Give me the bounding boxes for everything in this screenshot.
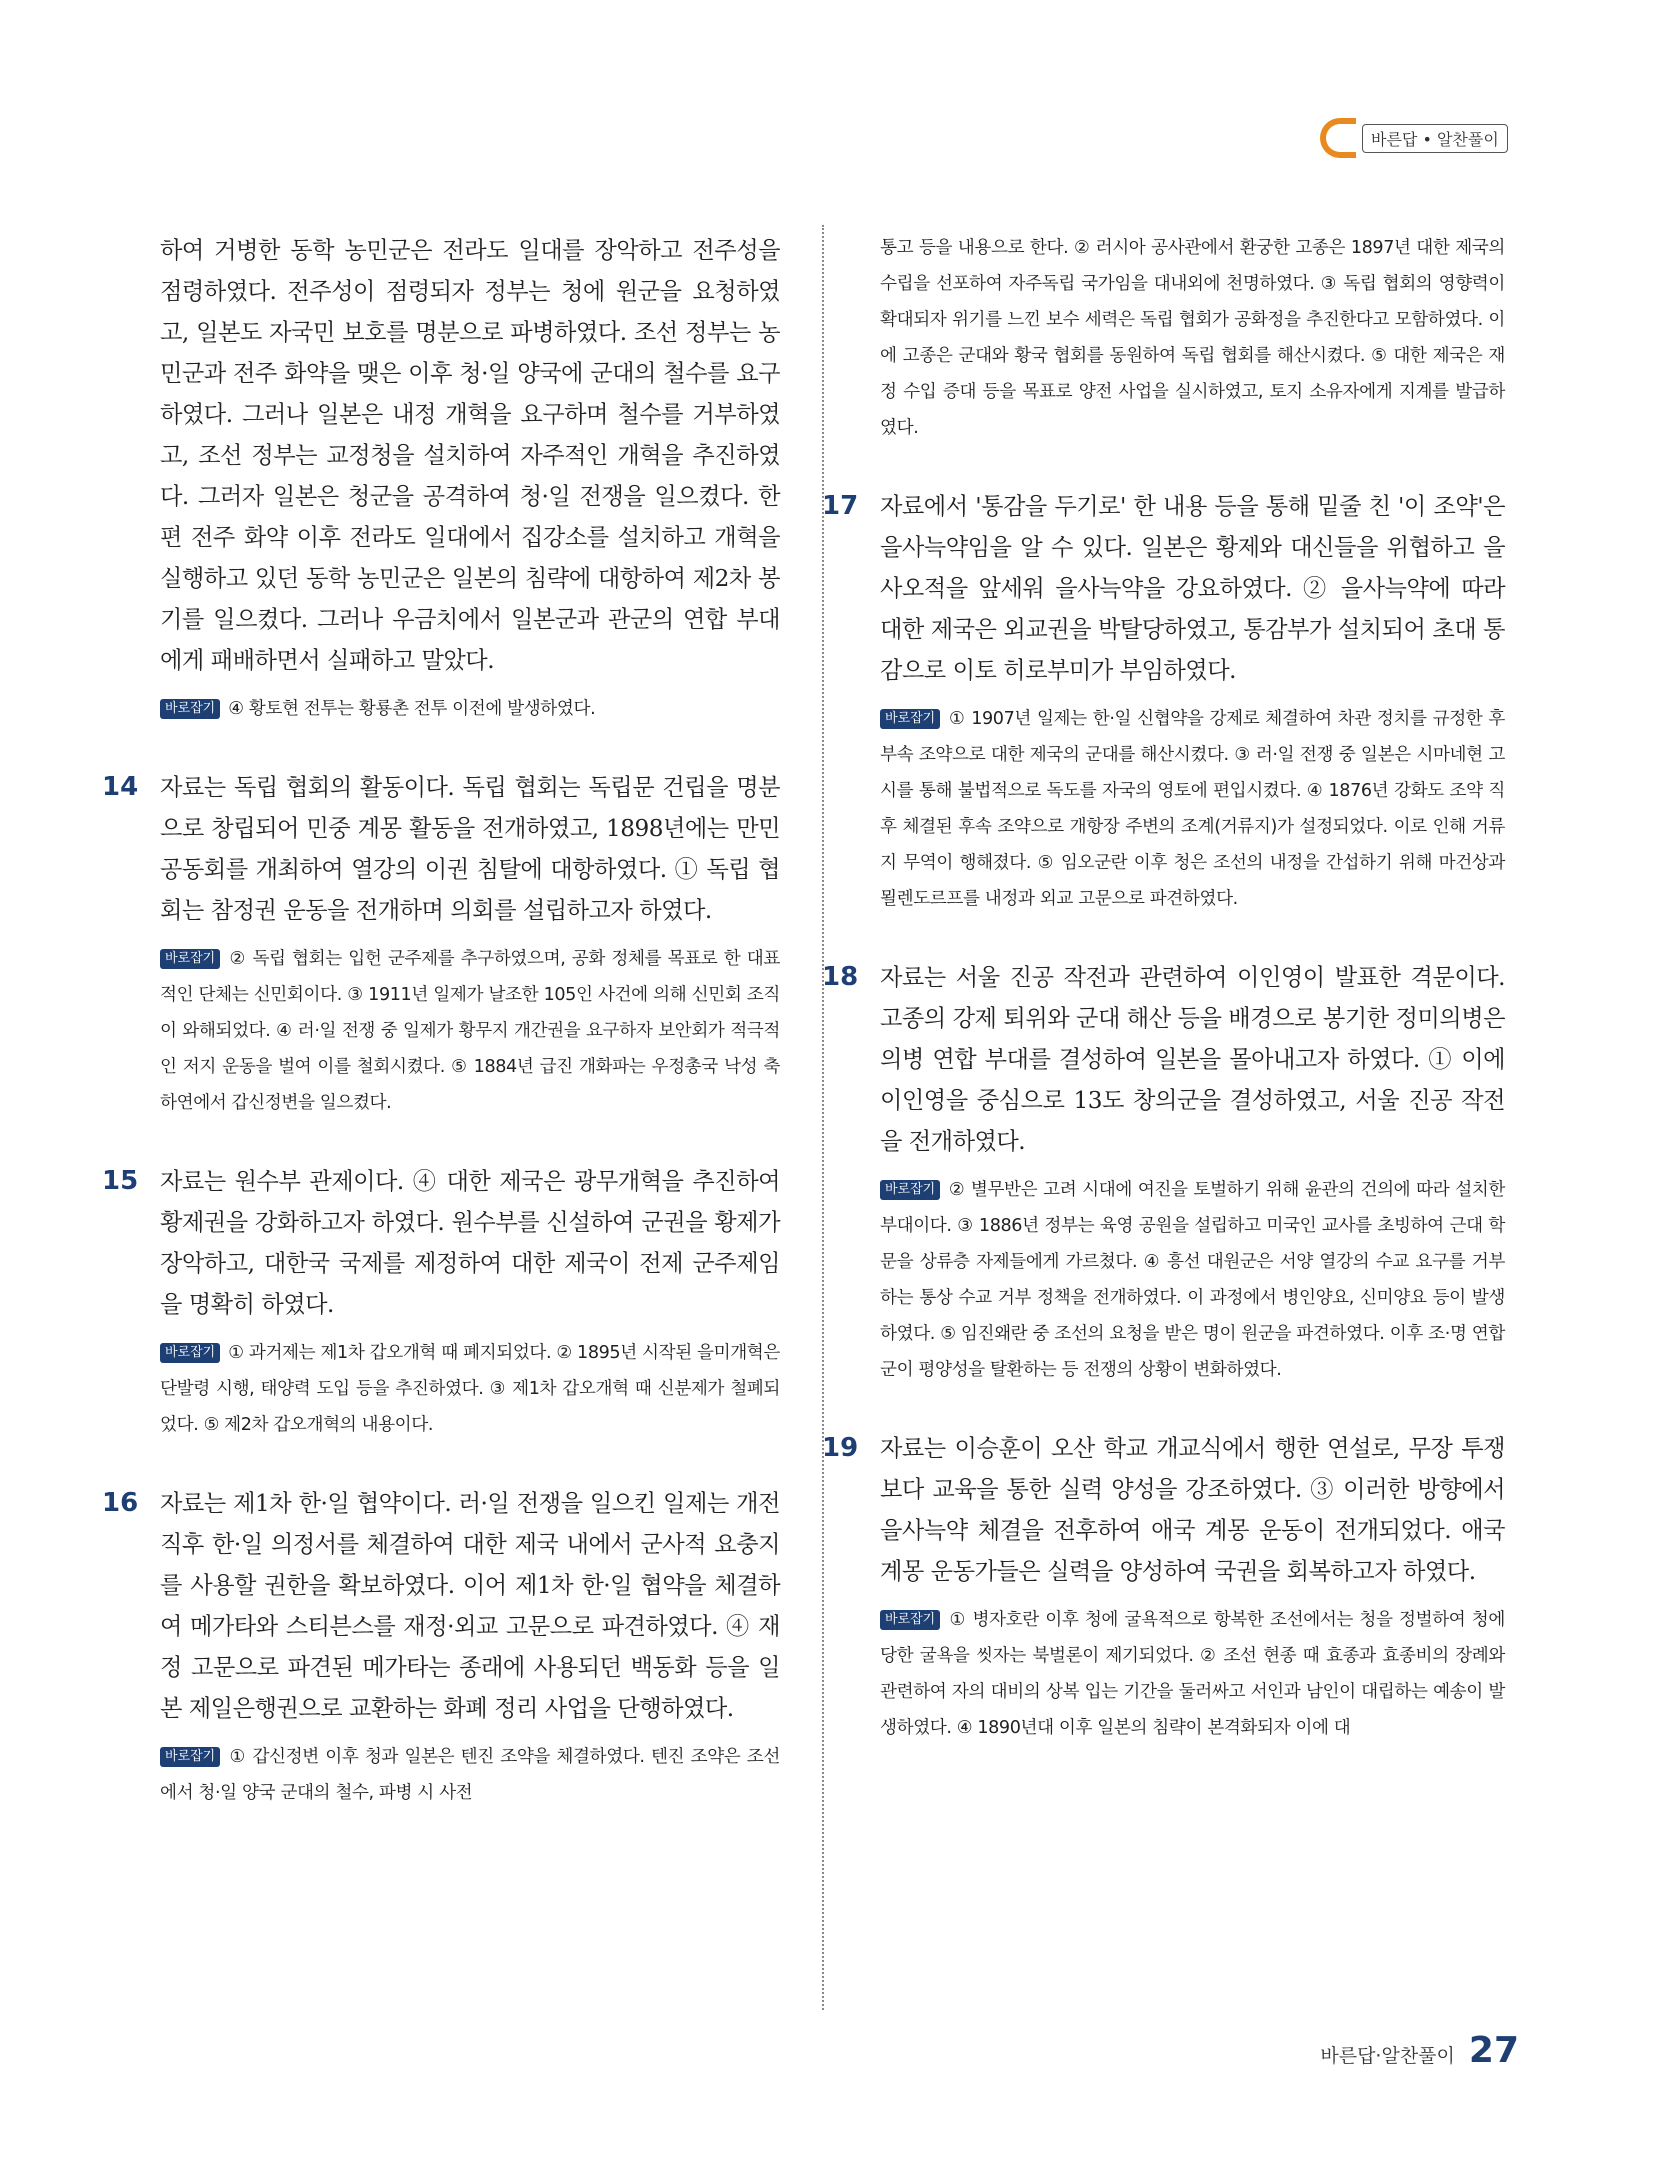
correction-text: ① 1907년 일제는 한·일 신협약을 강제로 체결하여 차관 정치를 규정한 후 부속 조약으로 대한 제국의 군대를 해산시켰다. ③ 러·일 전쟁 중 일본은 시마네현 고시를 통해 불법적으로 독도를 자국의 영토에 편입시켰다. ④ 1876년 강화도 조약 직후 체결된 후속 조약으로 개항장 주변의 조계(거류지)가 설정되었다. 이로 인해 거류지 무역이 행해졌다. ⑤ 임오군란 이후 청은 조선의 내정을 간섭하기 위해 마건상과 묄렌도르프를 내정과 외교 고문으로 파견하였다.	[880, 709, 1505, 909]
item-number: 16	[102, 1488, 139, 1518]
correction-note-continued: 통고 등을 내용으로 한다. ② 러시아 공사관에서 환궁한 고종은 1897년 대한 제국의 수립을 선포하여 자주독립 국가임을 대내외에 천명하였다. ③ 독립 협회의 영향력이 확대되자 위기를 느낀 보수 세력은 독립 협회가 공화정을 추진한다고 모함하였다. 이에 고종은 군대와 황국 협회를 동원하여 독립 협회를 해산시켰다. ⑤ 대한 제국은 재정 수입 증대 등을 목표로 양전 사업을 실시하였고, 토지 소유자에게 지계를 발급하였다.	[880, 238, 1505, 438]
right-column	[822, 230, 1505, 1746]
correction-badge: 바로잡기	[160, 1343, 220, 1363]
answer-item-13-continued	[160, 230, 780, 727]
answer-text: 자료는 제1차 한·일 협약이다. 러·일 전쟁을 일으킨 일제는 개전 직후 한·일 의정서를 체결하여 대한 제국 내에서 군사적 요충지를 사용할 권한을 확보하였다. 이어 제1차 한·일 협약을 체결하여 메가타와 스티븐스를 재정·외교 고문으로 파견하였다. ④ 재정 고문으로 파견된 메가타는 종래에 사용되던 백동화 등을 일본 제일은행권으로 교환하는 화폐 정리 사업을 단행하였다.	[160, 1490, 780, 1722]
header-arc-decoration	[1320, 118, 1356, 158]
correction-note	[160, 691, 780, 727]
correction-note	[160, 941, 780, 1121]
correction-badge: 바로잡기	[160, 949, 220, 969]
correction-text: ① 병자호란 이후 청에 굴욕적으로 항복한 조선에서는 청을 정벌하여 청에 당한 굴욕을 씻자는 북벌론이 제기되었다. ② 조선 현종 때 효종과 효종비의 장례와 관련하여 자의 대비의 상복 입는 기간을 둘러싸고 서인과 남인이 대립하는 예송이 발생하였다. ④ 1890년대 이후 일본의 침략이 본격화되자 이에 대	[880, 1610, 1505, 1738]
left-column	[102, 230, 780, 1811]
correction-badge: 바로잡기	[160, 1747, 220, 1767]
item-number: 15	[102, 1166, 139, 1196]
answer-item-15	[102, 1161, 780, 1443]
section-header-tab	[1320, 118, 1654, 158]
correction-badge: 바로잡기	[880, 1610, 940, 1630]
answer-text: 하여 거병한 동학 농민군은 전라도 일대를 장악하고 전주성을 점령하였다. 전주성이 점령되자 정부는 청에 원군을 요청하였고, 일본도 자국민 보호를 명분으로 파병하였다. 조선 정부는 농민군과 전주 화약을 맺은 이후 청·일 양국에 군대의 철수를 요구하였다. 그러나 일본은 내정 개혁을 요구하며 철수를 거부하였고, 조선 정부는 교정청을 설치하여 자주적인 개혁을 추진하였다. 그러자 일본은 청군을 공격하여 청·일 전쟁을 일으켰다. 한편 전주 화약 이후 전라도 일대에서 집강소를 설치하고 개혁을 실행하고 있던 동학 농민군은 일본의 침략에 대항하여 제2차 봉기를 일으켰다. 그러나 우금치에서 일본군과 관군의 연합 부대에게 패배하면서 실패하고 말았다.	[160, 237, 780, 674]
correction-text: ④ 황토현 전투는 황룡촌 전투 이전에 발생하였다.	[228, 699, 596, 719]
page-number: 27	[1468, 2030, 1519, 2071]
answer-item-14	[102, 767, 780, 1121]
correction-badge: 바로잡기	[880, 709, 940, 729]
answer-item-16	[102, 1483, 780, 1811]
answer-text: 자료는 서울 진공 작전과 관련하여 이인영이 발표한 격문이다. 고종의 강제 퇴위와 군대 해산 등을 배경으로 봉기한 정미의병은 의병 연합 부대를 결성하여 일본을 몰아내고자 하였다. ① 이에 이인영을 중심으로 13도 창의군을 결성하였고, 서울 진공 작전을 전개하였다.	[880, 964, 1505, 1155]
correction-note	[160, 1335, 780, 1443]
correction-text: ② 독립 협회는 입헌 군주제를 추구하였으며, 공화 정체를 목표로 한 대표적인 단체는 신민회이다. ③ 1911년 일제가 날조한 105인 사건에 의해 신민회 조직이 와해되었다. ④ 러·일 전쟁 중 일제가 황무지 개간권을 요구하자 보안회가 적극적인 저지 운동을 벌여 이를 철회시켰다. ⑤ 1884년 급진 개화파는 우정총국 낙성 축하연에서 갑신정변을 일으켰다.	[160, 949, 780, 1113]
answer-item-18	[822, 957, 1505, 1388]
answer-item-17	[822, 486, 1505, 917]
item-number: 14	[102, 772, 139, 802]
answer-item-19	[822, 1428, 1505, 1746]
correction-text: ② 별무반은 고려 시대에 여진을 토벌하기 위해 윤관의 건의에 따라 설치한 부대이다. ③ 1886년 정부는 육영 공원을 설립하고 미국인 교사를 초빙하여 근대 학문을 상류층 자제들에게 가르쳤다. ④ 흥선 대원군은 서양 열강의 수교 요구를 거부하는 통상 수교 거부 정책을 전개하였다. 이 과정에서 병인양요, 신미양요 등이 발생하였다. ⑤ 임진왜란 중 조선의 요청을 받은 명이 원군을 파견하였다. 이후 조·명 연합군이 평양성을 탈환하는 등 전쟁의 상황이 변화하였다.	[880, 1180, 1505, 1380]
header-label: 바른답 • 알찬풀이	[1362, 124, 1508, 153]
correction-note	[880, 701, 1505, 917]
answer-text: 자료에서 '통감을 두기로' 한 내용 등을 통해 밑줄 친 '이 조약'은 을사늑약임을 알 수 있다. 일본은 황제와 대신들을 위협하고 을사오적을 앞세워 을사늑약을 강요하였다. ② 을사늑약에 따라 대한 제국은 외교권을 박탈당하였고, 통감부가 설치되어 초대 통감으로 이토 히로부미가 부임하였다.	[880, 493, 1505, 684]
item-number: 17	[822, 491, 859, 521]
correction-note	[880, 1602, 1505, 1746]
correction-badge: 바로잡기	[880, 1180, 940, 1200]
item-number: 19	[822, 1433, 859, 1463]
correction-text: ① 갑신정변 이후 청과 일본은 텐진 조약을 체결하였다. 텐진 조약은 조선에서 청·일 양국 군대의 철수, 파병 시 사전	[160, 1747, 780, 1803]
correction-note	[880, 1172, 1505, 1388]
item-number: 18	[822, 962, 859, 992]
correction-text: ① 과거제는 제1차 갑오개혁 때 폐지되었다. ② 1895년 시작된 을미개혁은 단발령 시행, 태양력 도입 등을 추진하였다. ③ 제1차 갑오개혁 때 신분제가 철폐되었다. ⑤ 제2차 갑오개혁의 내용이다.	[160, 1343, 780, 1435]
correction-badge: 바로잡기	[160, 699, 220, 719]
answer-item-16-continued	[880, 230, 1505, 446]
answer-text: 자료는 이승훈이 오산 학교 개교식에서 행한 연설로, 무장 투쟁보다 교육을 통한 실력 양성을 강조하였다. ③ 이러한 방향에서 을사늑약 체결을 전후하여 애국 계몽 운동이 전개되었다. 애국 계몽 운동가들은 실력을 양성하여 국권을 회복하고자 하였다.	[880, 1435, 1505, 1585]
page-footer	[1320, 2030, 1519, 2071]
correction-note	[160, 1739, 780, 1811]
footer-label: 바른답·알찬풀이	[1320, 2045, 1455, 2067]
answer-text: 자료는 독립 협회의 활동이다. 독립 협회는 독립문 건립을 명분으로 창립되어 민중 계몽 활동을 전개하였고, 1898년에는 만민 공동회를 개최하여 열강의 이권 침탈에 대항하였다. ① 독립 협회는 참정권 운동을 전개하며 의회를 설립하고자 하였다.	[160, 774, 780, 924]
answer-text: 자료는 원수부 관제이다. ④ 대한 제국은 광무개혁을 추진하여 황제권을 강화하고자 하였다. 원수부를 신설하여 군권을 황제가 장악하고, 대한국 국제를 제정하여 대한 제국이 전제 군주제임을 명확히 하였다.	[160, 1168, 780, 1318]
